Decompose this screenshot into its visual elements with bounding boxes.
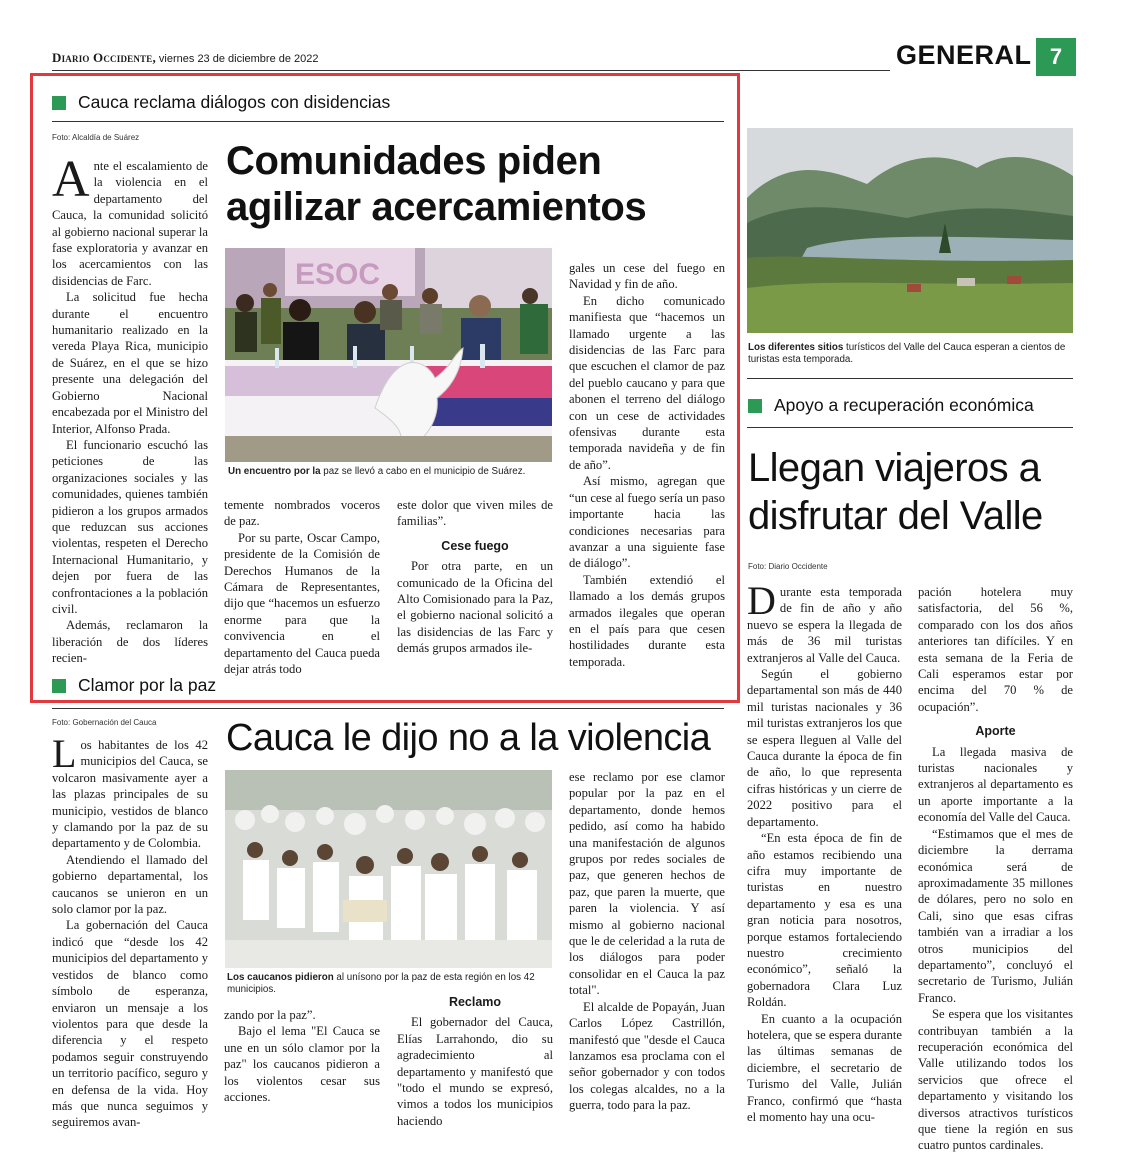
article3-kicker xyxy=(748,395,1034,416)
landscape-photo xyxy=(747,88,1073,333)
article3-column-2 xyxy=(918,584,1073,1154)
section-label: GENERAL xyxy=(896,40,1032,70)
article1-paragraph: gales un cese del fuego en Navidad y fin de año. xyxy=(569,261,725,292)
article1-paragraph: Así mismo, agregan que “un cese al fuego sería un paso importante hacia las condiciones necesarias para avanzar a una siguiente fase de diálogo”. xyxy=(569,474,725,571)
article1-paragraph: este dolor que viven miles de familias”. xyxy=(397,498,553,529)
article2-paragraph: El gobernador del Cauca, Elías Larrahondo, dio su agradecimiento al departamento y manifestó que "todo el mundo se expresó, vimos a todos los municipios haciendo xyxy=(397,1015,553,1128)
article1-photo-credit: Foto: Alcaldía de Suárez xyxy=(52,133,140,142)
article3-column-1 xyxy=(747,578,902,1125)
article1-paragraph: Además, reclamaron la liberación de dos líderes recien- xyxy=(52,618,208,666)
article3-paragraph: Según el gobierno departamental son más de 440 mil turistas nacionales y 36 mil turistas extranjeros los que se espera lleguen al Valle del Cauca durante la época de fin de año, lo que representa cifras históricas y un cierre de 2022 positivo para el departamento. xyxy=(747,667,902,829)
issue-date: viernes 23 de diciembre de 2022 xyxy=(158,53,319,65)
page-number: 7 xyxy=(1036,38,1076,76)
article1-photo xyxy=(225,248,552,462)
masthead xyxy=(52,50,319,66)
article3-paragraph: pación hotelera muy satisfactoria, del 56 %, comparado con los dos años anteriores tan difíciles. Y en esta semana de la Feria de Cali esperamos estar por encima del 70 % de ocupación”. xyxy=(918,585,1073,714)
article2-paragraph: Atendiendo el llamado del gobierno departamental, los caucanos se unieron en un solo clamor por la paz. xyxy=(52,852,208,917)
article1-dropcap: A xyxy=(52,151,90,208)
article2-paragraph: zando por la paz”. xyxy=(224,1008,316,1022)
article2-paragraph: os habitantes de los 42 municipios del Cauca, se volcaron masivamente ayer a las plazas principales de su municipio, vestidos de blanco y clamando por la paz de su departamento y de Colombia. xyxy=(52,738,208,851)
article2-caption xyxy=(227,972,553,996)
article1-rule xyxy=(52,121,724,122)
article1-caption xyxy=(228,466,554,478)
article3-rule xyxy=(747,427,1073,428)
article3-dropcap: D xyxy=(747,578,776,623)
article2-kicker xyxy=(52,675,216,696)
article1-caption-text: paz se llevó a cabo en el municipio de Suárez. xyxy=(320,466,526,477)
article3-paragraph: Se espera que los visitantes contribuyan también a la recuperación económica del Valle utilizando todos los servicios que ofrece el departamento y visitando los diversos atractivos turísticos que tiene la región en sus cuatro puntos cardinales. xyxy=(918,1007,1073,1153)
article2-photo-credit: Foto: Gobernación del Cauca xyxy=(52,718,157,727)
article3-paragraph: La llegada masiva de turistas nacionales y extranjeros al departamento es un aporte importante a la economía del Valle del Cauca. xyxy=(918,744,1073,825)
article3-headline xyxy=(748,444,1078,540)
article1-paragraph: nte el escalamiento de la violencia en el departamento del Cauca, la comunidad solicitó al gobierno nacional superar la fase exploratoria y avanzar en los acercamientos con las disidencias de Farc. xyxy=(52,159,208,288)
article2-column-3 xyxy=(397,994,553,1129)
green-square-icon xyxy=(52,679,66,693)
article2-dropcap: L xyxy=(52,731,77,776)
article2-subhead: Reclamo xyxy=(448,995,502,1009)
article2-paragraph: El alcalde de Popayán, Juan Carlos López Castrillón, manifestó que "desde el Cauca lanzamos esa proclama con el señor gobernador y con todos los colegas alcaldes, no a la guerra, todo para la paz. xyxy=(569,999,725,1113)
article3-paragraph: “En esta época de fin de año estamos recibiendo una cifra muy importante de turistas en nuestro departamento y esa es una gran noticia para nosotros, porque estamos fortaleciendo nuestro crecimiento económico”, señaló la gobernadora Clara Luz Roldán. xyxy=(747,831,902,1010)
article3-paragraph: En cuanto a la ocupación hotelera, que se espera durante las últimas semanas de diciembre, el secretario de Turismo del Valle, Julián Franco, confirmó que “hasta el momento hay una ocu- xyxy=(747,1011,902,1124)
article1-kicker xyxy=(52,92,390,113)
article1-column-1 xyxy=(52,151,208,667)
article3-caption-bold: Los diferentes sitios xyxy=(748,342,844,353)
article1-paragraph: El funcionario escuchó las peticiones de las organizaciones sociales y las comunidades, quienes también pidieron a los grupos armados que reduzcan sus acciones violentas, respeten el Derecho Internacional Humanitario, y dejen por fuera de las confrontaciones a la población civil. xyxy=(52,437,208,616)
article2-paragraph: La gobernación del Cauca indicó que “desde los 42 municipios del departamento y vestidos de blanco como símbolo de esperanza, enviaron un mensaje a los violentos para que desde la diferencia y el respeto podamos seguir construyendo un territorio pacífico, seguro y en defensa de la vida. Hoy más que nunca seguimos y seguiremos avan- xyxy=(52,918,208,1130)
green-square-icon xyxy=(748,399,762,413)
article1-paragraph: Por su parte, Oscar Campo, presidente de la Comisión de Derechos Humanos de la Cámara de Representantes, dijo que “hacemos un esfuerzo enorme para que la convivencia en el departamento del Cauca pueda dejar atrás todo xyxy=(224,530,380,677)
article1-column-2 xyxy=(224,497,380,677)
article1-paragraph: temente nombrados voceros de paz. xyxy=(224,498,380,529)
article2-column-1 xyxy=(52,731,208,1131)
article3-photo xyxy=(747,88,1073,333)
article2-paragraph: ese reclamo por ese clamor popular por la paz en el departamento, donde hemos pedido, así como ha habido una manifestación de algunos grupos por redes sociales de paz, que generen hechos de paz, que paren la muerte, que paren la violencia. Y así mismo al gobierno nacional que le de celeridad a la ruta de los diálogos para poder consolidar en el Cauca la paz total". xyxy=(569,770,725,998)
green-square-icon xyxy=(52,96,66,110)
article3-photo-credit: Foto: Diario Occidente xyxy=(748,562,828,571)
article2-column-4 xyxy=(569,769,725,1114)
article1-headline xyxy=(226,138,726,230)
article1-caption-bold: Un encuentro por la xyxy=(228,466,321,477)
article3-top-rule xyxy=(747,378,1073,379)
newspaper-name: Diario Occidente, xyxy=(52,50,156,65)
article2-kicker-text: Clamor por la paz xyxy=(78,675,217,695)
article1-subhead: Cese fuego xyxy=(441,538,509,553)
article1-column-4 xyxy=(569,260,725,670)
article3-subhead: Aporte xyxy=(975,724,1016,739)
article2-paragraph: Bajo el lema "El Cauca se une en un sólo clamor por la paz" los caucanos pidieron a los violentos cesar sus acciones. xyxy=(224,1024,380,1105)
article3-paragraph: urante esta temporada de fin de año y año nuevo se espera la llegada de más de 36 mil turistas extranjeros al Valle del Cauca. xyxy=(747,585,902,665)
article3-headline-line2: disfrutar del Valle xyxy=(748,494,1043,538)
article2-column-2 xyxy=(224,1007,380,1105)
header-rule xyxy=(52,70,890,71)
article1-headline-line2: agilizar acercamientos xyxy=(226,185,647,229)
article3-paragraph: “Estimamos que el mes de diciembre la derrama económica será de aproximadamente 35 millones de dólares, pero no solo en Cali, sino que esas cifras también van a irradiar a los otros municipios del departamento”, concluyó el secretario de Turismo, Julián Franco. xyxy=(918,826,1073,1005)
article1-paragraph: La solicitud fue hecha durante el encuentro humanitario realizado en la vereda Playa Rica, municipio de Suárez, en el que se hizo presente una delegación del Gobierno Nacional encabezada por el Ministro del Interior, Alfonso Prada. xyxy=(52,290,208,436)
article2-rule xyxy=(52,708,724,709)
article3-kicker-text: Apoyo a recuperación económica xyxy=(774,395,1034,415)
article1-paragraph: En dicho comunicado manifiesta que “hacemos un llamado urgente a las disidencias de las Farc para que escuchen el clamor de paz del pueblo caucano y para que abonen el terreno del diálogo con un cese de actividades ofensivas durante esta temporada navideña y de fin de año”. xyxy=(569,293,725,472)
article3-headline-line1: Llegan viajeros a xyxy=(748,446,1041,490)
article2-caption-text: al unísono por la paz de esta región en los 42 municipios. xyxy=(227,972,535,995)
article2-caption-bold: Los caucanos pidieron xyxy=(227,972,334,983)
article2-photo xyxy=(225,770,552,968)
crowd-photo xyxy=(225,770,552,968)
svg-text:ESOC: ESOC xyxy=(295,258,381,291)
article3-caption xyxy=(748,342,1074,366)
article1-kicker-text: Cauca reclama diálogos con disidencias xyxy=(78,92,391,112)
article1-paragraph: También extendió el llamado a los demás grupos armados ilegales que operan en el país para que cesen hostilidades durante esta temporada. xyxy=(569,572,725,669)
article1-paragraph: Por otra parte, en un comunicado de la Oficina del Alto Comisionado para la Paz, el gobierno nacional solicitó a las disidencias de las Farc y demás grupos armados ile- xyxy=(397,559,553,656)
article1-column-3 xyxy=(397,497,553,657)
article2-headline: Cauca le dijo no a la violencia xyxy=(226,717,711,759)
meeting-photo xyxy=(225,248,552,462)
article1-headline-line1: Comunidades piden xyxy=(226,139,602,183)
article3-caption-text: turísticos del Valle del Cauca esperan a cientos de turistas esta temporada. xyxy=(748,342,1066,365)
